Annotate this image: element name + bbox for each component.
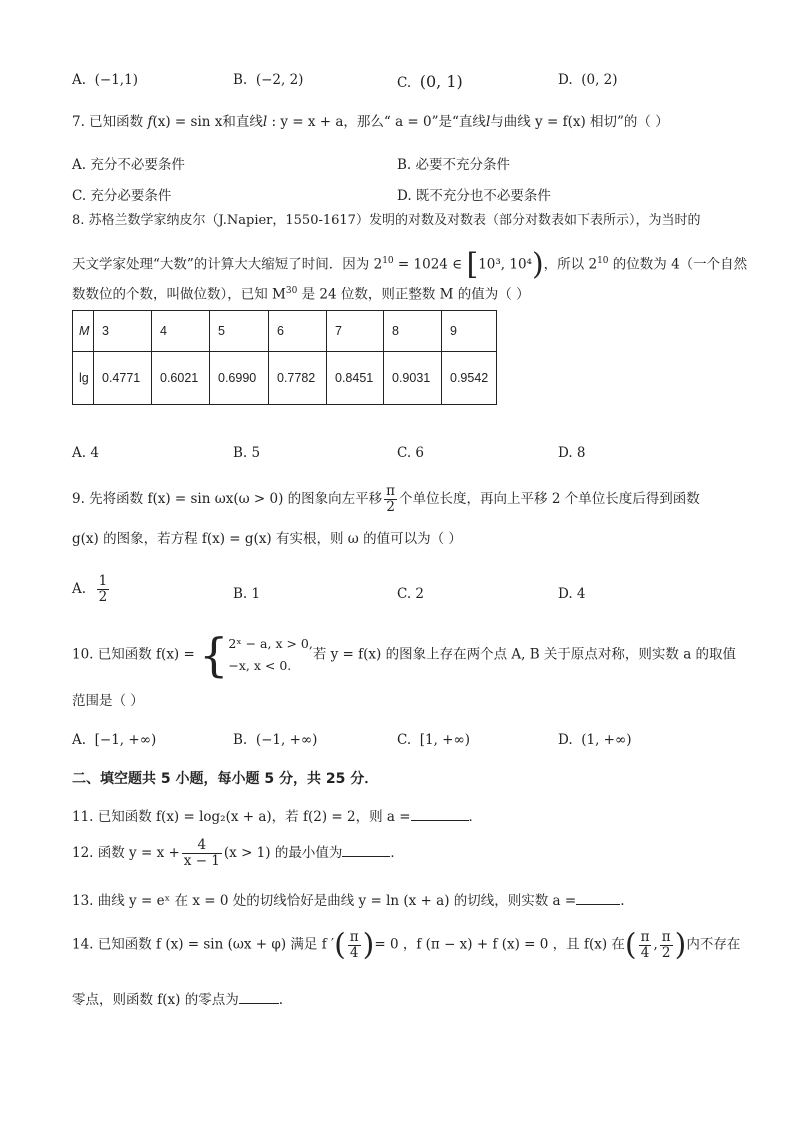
q14-stem-line2: 零点，则函数 f(x) 的零点为 . — [72, 989, 283, 1008]
q8-stem-line2: 天文学家处理“大数”的计算大大缩短了时间．因为 $2^{10} = 1024$ ∈ [10³, 10⁴)，所以 $2^{10}$ 的位数为 4（一个自然 — [72, 247, 748, 282]
q7-option-a[interactable]: A. 充分不必要条件 — [72, 157, 185, 173]
table-cell: 0.8451 — [327, 352, 384, 405]
table-cell: 7 — [327, 311, 384, 352]
q6-option-b[interactable]: B. (−2, 2) — [233, 72, 304, 88]
q10-stem-line2: 范围是（ ） — [72, 693, 144, 709]
answer-blank[interactable] — [239, 989, 279, 1004]
q6-option-a[interactable]: A. (−1,1) — [72, 72, 138, 88]
q7-option-c[interactable]: C. 充分必要条件 — [72, 188, 172, 204]
q10-option-b[interactable]: B. (−1, +∞) — [233, 732, 318, 748]
table-cell: 0.9031 — [384, 352, 442, 405]
q10-stem-line1: 10. 已知函数 f(x) = { 2ˣ − a, x > 0, −x, x < 0. 若 y = f(x) 的图象上存在两个点 A, B 关于原点对称，则实数 a 的取值 — [72, 628, 737, 682]
q11-stem: 11. 已知函数 f(x) = log₂(x + a)，若 f(2) = 2，则 a = ． — [72, 806, 482, 825]
table-cell: lg — [73, 352, 94, 405]
q10-option-a[interactable]: A. [−1, +∞) — [72, 732, 157, 748]
answer-blank[interactable] — [411, 806, 469, 821]
q7-option-d[interactable]: D. 既不充分也不必要条件 — [397, 188, 551, 204]
table-cell: 0.9542 — [442, 352, 497, 405]
q10-option-d[interactable]: D. (1, +∞) — [558, 732, 632, 748]
table-cell: 0.6021 — [152, 352, 210, 405]
q8-option-b[interactable]: B. 5 — [233, 445, 261, 461]
log-table-value-row — [73, 352, 497, 405]
table-cell: 6 — [269, 311, 327, 352]
q8-stem-line3: 数数位的个数，叫做位数），已知 $M^{30}$ 是 24 位数，则正整数 M 的值为（ ） — [72, 286, 530, 303]
q9-stem-line2: g(x) 的图象，若方程 f(x) = g(x) 有实根，则 ω 的值可以为（ ） — [72, 531, 462, 547]
q14-stem-line1: 14. 已知函数 f (x) = sin (ωx + φ) 满足 f ′( $\frac{\pi}{4}$ )= 0 ，f (π − x) + f (x) = 0 ，且 f(x) 在( $\frac{\pi}{4}$ , $\frac{\pi}{2}$ )内不存在 — [72, 927, 741, 963]
table-cell: 0.7782 — [269, 352, 327, 405]
q9-option-c[interactable]: C. 2 — [397, 586, 425, 602]
q8-option-c[interactable]: C. 6 — [397, 445, 425, 461]
log-table-header-row — [73, 311, 497, 352]
q13-stem: 13. 曲线 y = eˣ 在 x = 0 处的切线恰好是曲线 y = ln (x + a) 的切线，则实数 a = . — [72, 890, 625, 909]
table-cell: 0.4771 — [94, 352, 152, 405]
table-cell: 8 — [384, 311, 442, 352]
answer-blank[interactable] — [576, 890, 620, 905]
q7-stem: 7. 已知函数 f(x) = sin x和直线l : y = x + a，那么“ a = 0”是“直线l与曲线 y = f(x) 相切”的（ ） — [72, 114, 669, 130]
table-cell: 5 — [210, 311, 269, 352]
q8-option-a[interactable]: A. 4 — [72, 445, 99, 461]
q10-option-c[interactable]: C. [1, +∞) — [397, 732, 470, 748]
q9-stem-line1: 9. 先将函数 f(x) = sin ωx(ω > 0) 的图象向左平移 $\frac{\pi}{2}$ 个单位长度，再向上平移 2 个单位长度后得到函数 — [72, 483, 700, 515]
q9-option-b[interactable]: B. 1 — [233, 586, 261, 602]
table-cell: 4 — [152, 311, 210, 352]
table-cell: 0.6990 — [210, 352, 269, 405]
q9-option-d[interactable]: D. 4 — [558, 586, 586, 602]
q8-option-d[interactable]: D. 8 — [558, 445, 586, 461]
answer-blank[interactable] — [342, 842, 390, 857]
fraction: $\frac{\pi}{2}$ — [386, 483, 396, 515]
q12-stem: 12. 函数 y = x + $\frac{4}{x - 1}$ (x > 1) 的最小值为 ． — [72, 837, 404, 869]
table-cell: M — [73, 311, 94, 352]
table-cell: 9 — [442, 311, 497, 352]
q6-option-c[interactable]: C. (0, 1) — [397, 72, 463, 91]
log-table — [72, 310, 497, 405]
q7-option-b[interactable]: B. 必要不充分条件 — [397, 157, 511, 173]
q8-stem-line1: 8. 苏格兰数学家纳皮尔（J.Napier，1550-1617）发明的对数及对数表（部分对数表如下表所示），为当时的 — [72, 213, 701, 228]
q9-option-a[interactable]: A. $\frac{1}{2}$ — [72, 573, 108, 605]
table-cell: 3 — [94, 311, 152, 352]
q6-option-d[interactable]: D. (0, 2) — [558, 72, 618, 88]
section-heading: 二、填空题共 5 小题，每小题 5 分，共 25 分． — [72, 771, 379, 787]
